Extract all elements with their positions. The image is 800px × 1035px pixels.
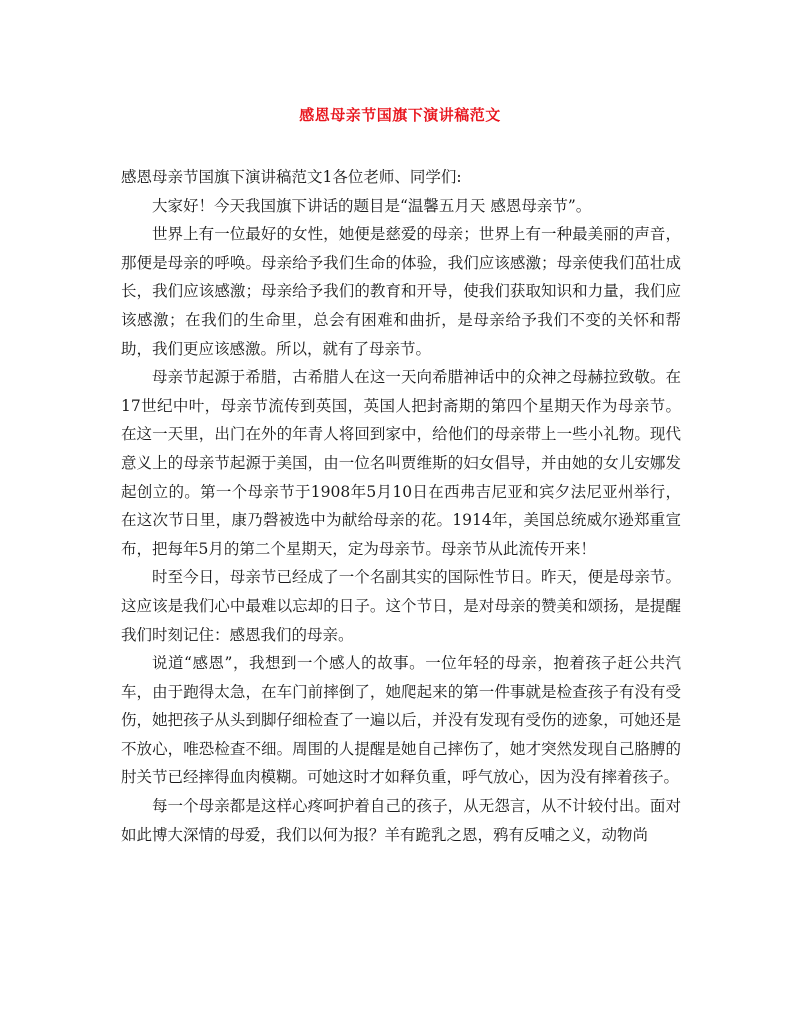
paragraph-salutation: 感恩母亲节国旗下演讲稿范文1各位老师、同学们: — [121, 168, 462, 186]
paragraph-international-holiday: 时至今日，母亲节已经成了一个名副其实的国际性节日。昨天，便是母亲节。这应该是我们心中最难以忘却的日子。这个节日，是对母亲的赞美和颂扬，是提醒我们时刻记住：感恩我们的母亲。 — [121, 568, 681, 644]
paragraph-touching-story: 说道“感恩”，我想到一个感人的故事。一位年轻的母亲，抱着孩子赶公共汽车，由于跑得太急，在车门前摔倒了，她爬起来的第一件事就是检查孩子有没有受伤，她把孩子从头到脚仔细检查了一遍以后，并没有发现有受伤的迹象，可她还是不放心，唯恐检查不细。周围的人提醒是她自己摔伤了，她才突然发现自己胳膊的肘关节已经摔得血肉模糊。可她这时才如释负重，呼气放心，因为没有摔着孩子。 — [121, 654, 681, 787]
paragraph-mother-gratitude: 世界上有一位最好的女性，她便是慈爱的母亲；世界上有一种最美丽的声音，那便是母亲的呼唤。母亲给予我们生命的体验，我们应该感激；母亲使我们茁壮成长，我们应该感激；母亲给予我们的教育和开导，使我们获取知识和力量，我们应该感激；在我们的生命里，总会有困难和曲折，是母亲给予我们不变的关怀和帮助，我们更应该感激。所以，就有了母亲节。 — [121, 225, 681, 358]
document-title: 感恩母亲节国旗下演讲稿范文 — [299, 106, 501, 124]
paragraph-mothers-love: 每一个母亲都是这样心疼呵护着自己的孩子，从无怨言，从不计较付出。面对如此博大深情的母爱，我们以何为报？羊有跪乳之恩，鸦有反哺之义，动物尚 — [121, 797, 681, 844]
paragraph-greeting: 大家好！今天我国旗下讲话的题目是“温馨五月天 感恩母亲节”。 — [152, 196, 592, 215]
document-body — [121, 163, 681, 849]
paragraph-mothers-day-origin: 母亲节起源于希腊，古希腊人在这一天向希腊神话中的众神之母赫拉致敬。在17世纪中叶，母亲节流传到英国，英国人把封斋期的第四个星期天作为母亲节。在这一天里，出门在外的年青人将回到家中，给他们的母亲带上一些小礼物。现代意义上的母亲节起源于美国，由一位名叫贾维斯的妇女倡导，并由她的女儿安娜发起创立的。第一个母亲节于1908年5月10日在西弗吉尼亚和宾夕法尼亚州举行，在这次节日里，康乃磬被选中为献给母亲的花。1914年，美国总统威尔逊郑重宣布，把每年5月的第二个星期天，定为母亲节。母亲节从此流传开来！ — [121, 368, 681, 558]
